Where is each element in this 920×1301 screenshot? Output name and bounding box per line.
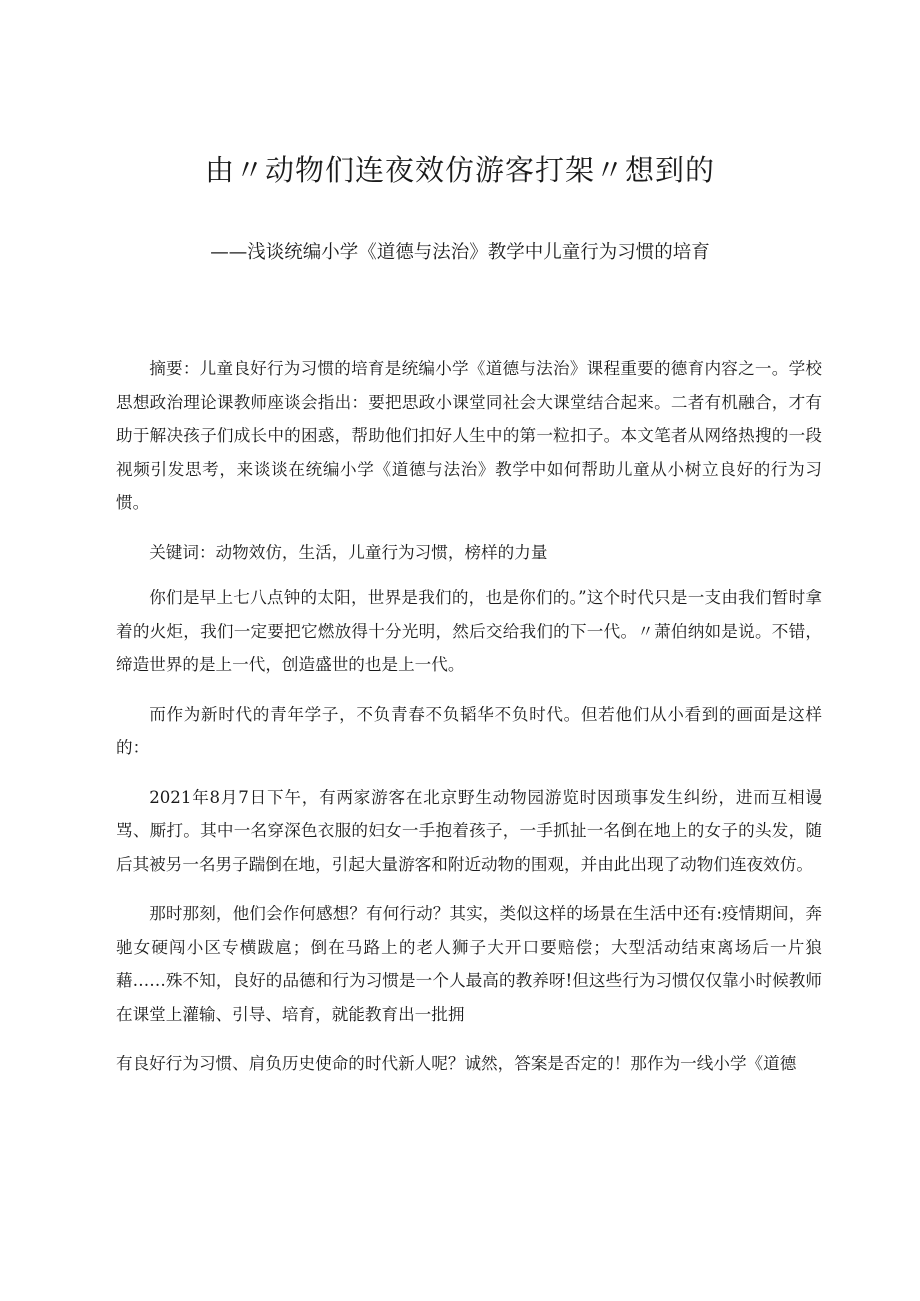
abstract-paragraph: 摘要：儿童良好行为习惯的培育是统编小学《道德与法治》课程重要的德育内容之一。学校思想政治理论课教师座谈会指出：要把思政小课堂同社会大课堂结合起来。二者有机融合，才有助于解决孩子们成长中的困惑，帮助他们扣好人生中的第一粒扣子。本文笔者从网络热搜的一段视频引发思考，来谈谈在统编小学《道德与法治》教学中如何帮助儿童从小树立良好的行为习惯。: [116, 359, 822, 512]
body-paragraph-5: 有良好行为习惯、肩负历史使命的时代新人呢？诚然，答案是否定的！那作为一线小学《道德: [116, 1054, 797, 1073]
body-paragraph-2: 而作为新时代的青年学子，不负青春不负韬华不负时代。但若他们从小看到的画面是这样的：: [116, 704, 822, 757]
body-paragraph-1: 你们是早上七八点钟的太阳，世界是我们的，也是你们的。”这个时代只是一支由我们暂时拿着的火炬，我们一定要把它燃放得十分光明，然后交给我们的下一代。〃萧伯纳如是说。不错，缔造世界的是上一代，创造盛世的也是上一代。: [116, 588, 822, 674]
document-title: 由〃动物们连夜效仿游客打架〃想到的: [204, 153, 715, 187]
document-subtitle: ——浅谈统编小学《道德与法治》教学中儿童行为习惯的培育: [210, 242, 710, 263]
body-paragraph-4: 那时那刻，他们会作何感想？有何行动？其实，类似这样的场景在生活中还有:疫情期间，奔驰女硬闯小区专横跋扈；倒在马路上的老人狮子大开口要赔偿；大型活动结束离场后一片狼藉……殊不知，良好的品德和行为习惯是一个人最高的教养呀!但这些行为习惯仅仅靠小时候教师在课堂上灌输、引导、培育，就能教育出一批拥: [116, 904, 822, 1024]
body-paragraph-3: 2021年8月7日下午，有两家游客在北京野生动物园游览时因琐事发生纠纷，进而互相谩骂、厮打。其中一名穿深色衣服的妇女一手抱着孩子，一手抓扯一名倒在地上的女子的头发，随后其被另一名男子踹倒在地，引起大量游客和附近动物的围观，并由此出现了动物们连夜效仿。: [116, 787, 822, 874]
keywords-paragraph: 关键词：动物效仿，生活，儿童行为习惯，榜样的力量: [149, 542, 548, 562]
document-body: [116, 352, 822, 1097]
